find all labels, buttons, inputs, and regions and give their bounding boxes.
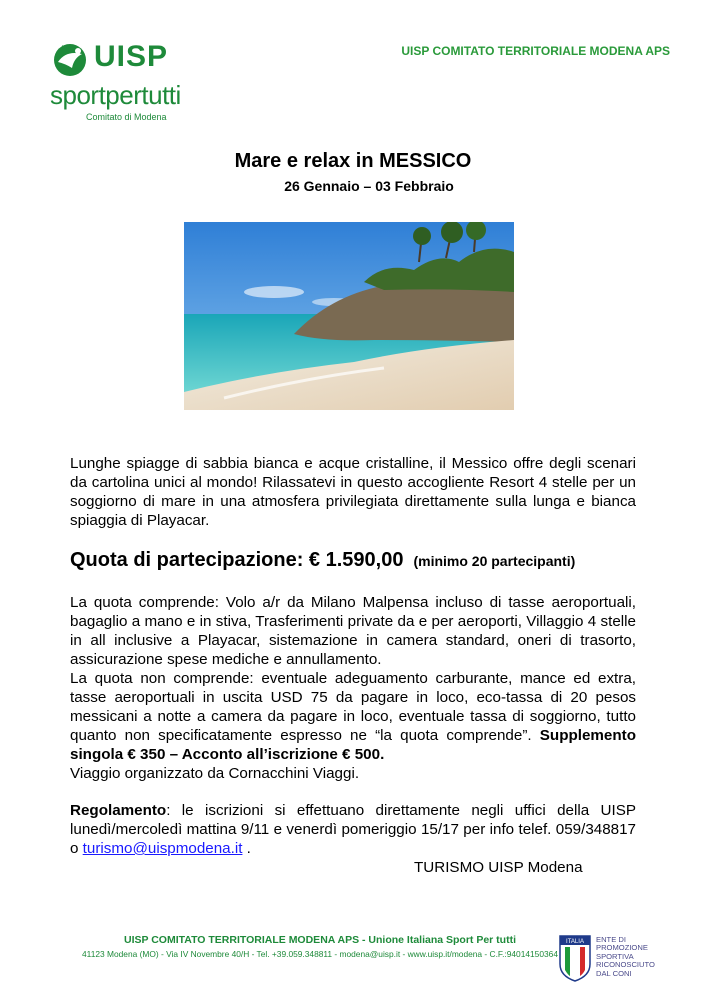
rules-paragraph	[70, 801, 636, 858]
email-link[interactable]: turismo@uispmodena.it	[82, 840, 243, 857]
rules-label: Regolamento	[70, 802, 167, 819]
uisp-emblem-icon	[52, 42, 92, 78]
coni-line-2: SPORTIVA	[596, 951, 634, 961]
coni-recognition	[596, 936, 678, 978]
intro-paragraph: Lunghe spiagge di sabbia bianca e acque cristalline, il Messico offre degli scenari da cartolina unici al mondo! Rilassatevi in questo accogliente Resort 4 stelle per un soggiorno di mare in una atmosfera privilegiata direttamente sulla lunga e bianca spiaggia di Playacar.	[70, 455, 636, 529]
coni-line-1: ENTE DI PROMOZIONE	[596, 935, 648, 953]
excludes-text: La quota non comprende: eventuale adeguamento carburante, mance ed extra, tasse aeroportuali in uscita USD 75 da pagare in loco, eco-tassa di 20 pesos messicani a notte a camera da pagare in loco, eventuale tassa di soggiorno, tutto quanto non specificatamente espresso ne “la quota comprende”.	[70, 670, 636, 744]
footer-organization: UISP COMITATO TERRITORIALE MODENA APS - Unione Italiana Sport Per tutti	[123, 934, 517, 946]
logo-brand: UISP	[94, 40, 169, 73]
header-organization: UISP COMITATO TERRITORIALE MODENA APS	[401, 44, 670, 58]
uisp-logo	[48, 40, 198, 125]
coni-line-4: DAL CONI	[596, 968, 632, 978]
signature: TURISMO UISP Modena	[414, 859, 583, 876]
event-dates: 26 Gennaio – 03 Febbraio	[284, 178, 454, 194]
price-heading	[70, 549, 670, 572]
includes-text: La quota comprende: Volo a/r da Milano Malpensa incluso di tasse aeroportuali, bagaglio a mano e in stiva, Trasferimenti private da e per aeroporti, Villaggio 4 stelle in all inclusive a Playacar, sistemazione in camera standard, oneri di trasorto, assicurazione spese mediche e annullamento.	[70, 594, 636, 668]
excludes-paragraph	[70, 669, 636, 764]
emblem-text: UISP	[62, 45, 74, 51]
rules-end: .	[242, 840, 251, 857]
italia-label: ITALIA	[566, 939, 584, 945]
details-section	[70, 593, 636, 783]
price-label: Quota di partecipazione: € 1.590,00	[70, 549, 404, 571]
logo-committee: Comitato di Modena	[86, 112, 167, 122]
supplement-text: Supplemento singola € 350 – Acconto all’iscrizione € 500.	[70, 727, 636, 763]
beach-photo	[184, 222, 514, 410]
organizer-text: Viaggio organizzato da Cornacchini Viaggi.	[70, 765, 360, 782]
rules-text: : le iscrizioni si effettuano direttamente negli uffici della UISP lunedì/mercoledì mattina 9/11 e venerdì pomeriggio 15/17 per info telef. 059/348817 o	[70, 802, 636, 857]
logo-tagline: sportpertutti	[50, 80, 181, 110]
price-minimum: (minimo 20 partecipanti)	[413, 553, 576, 569]
footer-contacts: 41123 Modena (MO) - Via IV Novembre 40/H - Tel. +39.059.348811 - modena@uisp.it - www.uisp.it/modena - C.F.:94014150364	[82, 949, 558, 959]
coni-line-3: RICONOSCIUTO	[596, 960, 655, 970]
italia-shield-icon	[558, 934, 592, 982]
coni-badge	[558, 934, 678, 984]
event-title: Mare e relax in MESSICO	[234, 150, 472, 172]
